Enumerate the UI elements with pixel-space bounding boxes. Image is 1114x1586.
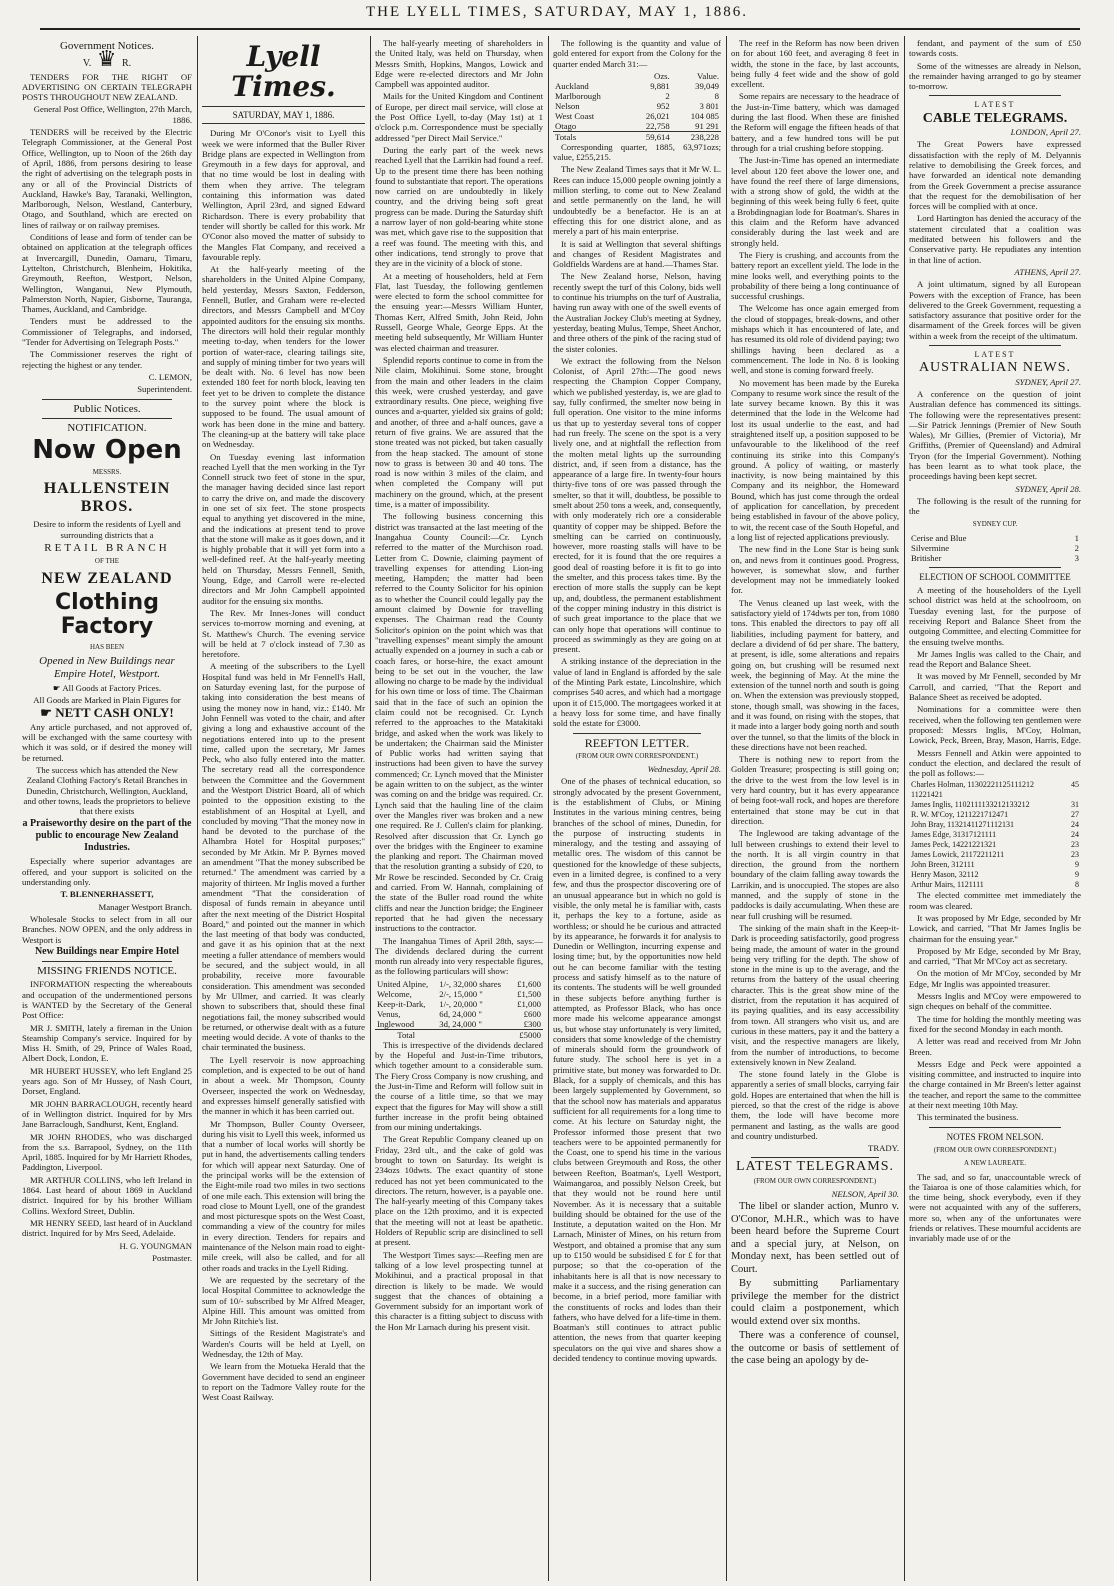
tender-body: TENDERS will be received by the Electric Telegraph Commissioner, at the General Post Office, Wellington, up to Noon of the 26th day of April, 1886, from persons desiring to lease the right of advertising on the telegraph posts in any or all of the Provincial Districts of Auckland, Hawke's Bay, Taranaki, Wellington, Marlborough, Nelson, Westland, Canterbury, Otago, and Southland, which are erected on lines of railway or on railway premises.: [22, 127, 192, 230]
column-rule: [197, 36, 198, 1581]
pointing-hand-icon: ☛: [52, 682, 63, 693]
manager-title: Manager Westport Branch.: [98, 901, 192, 912]
gold-total-ozs: 59,614: [629, 131, 672, 142]
table-row: [375, 999, 543, 1009]
gold-total-row: [553, 131, 721, 142]
article-court-sittings: Sittings of the Resident Magistrate's and Warden's Courts will be held at Lyell, on Wednesday, the 12th of May.: [202, 1328, 365, 1360]
poll-votes: 31: [1071, 800, 1079, 810]
article-united-alpine: At the half-yearly meeting of the shareholders in the United Alpine Company, held yesterday, Messrs Saxton, Fedderson, Fennell, Butler, and Graham were re-elected directors, and Messrs Campbell and M'Coy appointed auditors for the ensuing six months. The directors will hold their regular monthly meeting to-day, when tenders for the lower portion of water-race, clearing tailings site, and supply of mining timber for two years will be dealt with. No. 6 level has now been extended 180 feet for north block, leaving ten feet yet to be driven to complete the distance to the survey point where the block is supposed to be found. The usual amount of work has been done in the mine and battery. The cleaning-up at the battery will take place on Wednesday.: [202, 264, 365, 450]
article-hospital-subscription: We are requested by the secretary of the local Hospital Committee to acknowledge the sum of 10/- subscribed by Mr Alfred Meager, Alpine Hill. This amount was omitted from Mr John Ritchie's list.: [202, 1274, 365, 1327]
article-nelson-horse: The New Zealand horse, Nelson, having recently swept the turf of this Colony, bids well to continue his triumphs on the turf of Australia, having run away with one of the swell events of the Australian Jockey Club's meeting at Sydney, yesterday, beating Mulus, Tempe, Sheet Anchor, and three others of the pink of the racing stud of the sister colonies.: [553, 271, 721, 354]
gold-total-label: Totals: [553, 131, 629, 142]
gold-value: 39,049: [695, 80, 719, 91]
poll-votes: 23: [1071, 850, 1079, 860]
plain-figures: All Goods are Marked in Plain Figures for: [33, 695, 181, 706]
tender-dateline: General Post Office, Wellington, 27th March, 1886.: [33, 104, 192, 125]
table-row: [909, 533, 1081, 543]
dividend-rate: 1/-, 32,000 shares: [439, 978, 502, 989]
gold-ozs: 9,881: [650, 80, 670, 91]
article-welcome: The Welcome has once again emerged from the cloud of stoppages, break-downs, and other mishaps which it has encountered of late, and has resumed its old role of dividend paying; two shillings having been declared as a commencement. The lode in No. 8 is looking well, and stone is coming forward freely.: [731, 303, 899, 376]
divider: [929, 95, 1061, 96]
correspondent-label: (FROM OUR OWN CORRESPONDENT.): [753, 1176, 877, 1185]
divider: [929, 1127, 1061, 1128]
column-rule: [548, 36, 549, 1581]
article-bridge-plans: During Mr O'Conor's visit to Lyell this week we were informed that the Buller River Bridge plans are expected in Wellington from Greymouth in a few days for approval, and that no time would be lost in dealing with them when they arrive. The telegram containing this information was dated Wellington, April 23rd, and signed Edward Richardson. There is every probability that tender will shortly be called for this work. Mr O'Conor also moved the matter of subsidy to the Mangles Flat Company, and received a favourable reply.: [202, 128, 365, 262]
article-chair: Mr James Inglis was called to the Chair, and read the Report and Balance Sheet.: [909, 648, 1081, 670]
masthead: THE LYELL TIMES, SATURDAY, MAY 1, 1886.: [365, 4, 749, 20]
article-westport-times: The Westport Times says:—Reefing men are talking of a low level prospecting tunnel at Mokihinui, and a practical proposal in that direction is likely to be made. We would suggest that the chances of obtaining a Government subsidy for an important work of this character is a fitting subject to discuss with the Hon Mr Larnach during his present visit.: [375, 1249, 543, 1332]
dividend-amount: £300: [523, 1018, 541, 1029]
sydney-dateline: SYDNEY, April 27.: [1015, 376, 1081, 387]
article-magistrates: It is said at Wellington that several shiftings and changes of Resident Magistrates and Goldfields Wardens are at hand.—Thames Star.: [553, 238, 721, 270]
table-row: [909, 870, 1081, 880]
athens-dateline: ATHENS, April 27.: [1014, 266, 1081, 277]
dividends-table: [375, 979, 543, 1040]
divider: [929, 345, 1061, 346]
gold-district: Nelson: [555, 100, 580, 111]
article-witnesses: Some of the witnesses are already in Nelson, the remainder having arranged to go by steamer to-morrow.: [909, 60, 1081, 92]
new-zealand-heading: NEW ZEALAND: [41, 569, 173, 587]
dividend-amount: £1,000: [517, 998, 541, 1009]
dividend-rate: 6d, 24,000 ": [439, 1008, 482, 1019]
nelson-dateline: NELSON, April 30.: [831, 1189, 899, 1200]
cable-telegrams-heading: CABLE TELEGRAMS.: [922, 110, 1068, 126]
government-notices-heading: Government Notices.: [59, 40, 155, 52]
gold-district: Otago: [555, 120, 577, 131]
sydney-dateline-2: SYDNEY, April 28.: [1015, 483, 1081, 494]
hallenstein-intro: Desire to inform the residents of Lyell and surrounding districts that a: [33, 519, 181, 540]
article-eureka: No movement has been made by the Eureka Company to resume work since the result of the late survey became known. By this it was determined that the lode in the Welcome had lost its usual underlie to the east, and had straightened itself up, a position supposed to be unfavourable to the likelihood of the reef continuing its strike into this Company's ground. A policy of waiting, or masterly inactivity, is now being maintained by this Company and its neighbor, the Homeward Bound, which has just come through the ordeal of application for cancellation, by precedent being established in favour of the above policy, to wit, the recent case of the South Hopeful, and a long list of rejected applications previously.: [731, 377, 899, 542]
article-county-council: The following business concerning this district was transacted at the last meeting of the Inangahua County Council:—Cr. Lynch referred to the matter of the Murchison road. Letter from C. Downie, claiming payment of travelling expenses for attending Lion-ing meeting, Hampden; the matter had been referred to the County Solicitor for his opinion as to whether the Council could legally pay the amount claimed by Downie for travelling expenses. The Chairman read the County Solicitor's opinion on the point which was that "travelling expenses" meant simply the amount actually expended on a journey in such a cab or coach fares, or horse-hire, the exact amount being to be set out in the voucher, the law allowing no charge to be made by the individual for his own time or loss of time. The Chairman said that in the face of such an opinion the claim could not be recognised. Cr. Lynch referred to the approaches to the Matakitaki bridge, and asked when the work was likely to be undertaken; the Chairman said the Minister of Public works had written saying that instructions had been given to have the survey commenced; Cr. Lynch moved that the Minister be again written to on the subject, as the winter was coming on and the bridge was required. Cr. Lynch said that the hauling line of the claim over the Mangles river was broken and a new one required. Re J. Cullen's claim for planking. Resolved after discussion that Cr. Lynch go over the bridges with the Engineer to examine the planking and report. The Chairman moved that the resolution granting a subsidy of £20, to Mr Rowe be rescinded. Seconded by Cr. Craig and carried. From W. Hannah, complaining of the state of the Buller road round the white cliffs and near the Junction bridge; the Engineer reported that he had given the necessary instructions to the contractor.: [375, 511, 543, 934]
table-row: [909, 850, 1081, 860]
dividend-company: Venus,: [377, 1008, 401, 1019]
article-lone-star: The new find in the Lone Star is being sunk on, and news from it continues good. Progress, however, is somewhat slow, and further development may not be immediately looked for.: [731, 544, 899, 596]
column-rule: [904, 36, 905, 1581]
missing-seed: MR HENRY SEED, last heard of in Auckland district. Inquired for by Mrs Seed, Adelaide.: [22, 1217, 192, 1239]
dividend-amount: £1,600: [517, 978, 541, 989]
gold-table-header: [553, 71, 721, 81]
article-repairs: Some repairs are necessary to the headrace of the Just-in-Time battery, which was damaged during the last flood. When these are finished the Reform will engage the fifteen heads of that battery, and a few hundred tons will be put through for a trial crushing before stopping.: [731, 91, 899, 153]
dividend-company: Welcome,: [377, 988, 412, 999]
poll-votes: 9: [1075, 860, 1079, 870]
article-sydney-cup-intro: The following is the result of the running for the: [909, 495, 1081, 517]
column-4: [553, 38, 721, 1578]
gold-district: Marlborough: [555, 90, 601, 101]
gold-ozs: 22,758: [645, 120, 670, 131]
gold-header-value: Value.: [697, 70, 719, 81]
exchange-policy: Any article purchased, and not approved of, will be exchanged with the same courtesy with which it was sold, or if desired the money will be returned.: [22, 721, 192, 763]
article-great-republic: The Great Republic Company cleaned up on Friday, 23rd ult., and the cake of gold was brought to town on Saturday. Its weight is 234ozs 10dwts. The exact quantity of stone reduced has not yet been communicated to the directors. The return, however, is a payable one. The half-yearly meeting of this Company takes place on the 12th proximo, and it is expected that the meeting will not at least be apathetic. Holders of Republic scrip are disinclined to sell at present.: [375, 1134, 543, 1248]
article-copper: We extract the following from the Nelson Colonist, of April 27th:—The good news respecting the Champion Copper Company, which we published yesterday, is, we are glad to say, fully confirmed, the smelter now being in full operation. One visitor to the mine informs us that up to yesterday several tons of copper had run freely. The scene on the spot is a very lively one, and at nightfall the reflection from the molten metal lights up the surrounding district, and, if seen from a distance, has the appearance of a large fire. In twenty-four hours thirty-five tons of ore was passed through the smelter, so that it will, doubtless, be possible to smelt about 250 tons a week, and, consequently, with only moderately rich ore a considerable quantity of copper may be shipped. Before the smelting can be carried on continuously, however, more roasting stalls will have to be erected, for it is found that the ore requires a good deal of roasting before it is fit to go into the smelter, and this process takes time. By the erection of more stalls the supply can be kept up, and, doubtless, the permanent establishment of the copper mining industry in this district is of such great importance to the place that we can only hope that operations will continue to proceed as swimmingly as they are going on at present.: [553, 355, 721, 655]
gold-district: Auckland: [555, 80, 589, 91]
hallenstein-heading: HALLENSTEIN BROS.: [43, 480, 171, 516]
article-defence-conference: A conference on the question of joint Australian defence has commenced its sittings. The following were the representatives present:—Sir Patrick Jennings (Premier of New South Wales), Mr Gillies, (Premier of Victoria), Mr Griffiths, (Premier of Queensland) and Admiral Tryon (for the Imperial Government). Nothing has been learnt as to what took place, the proceedings having been kept secret.: [909, 388, 1081, 482]
divider: [42, 418, 172, 419]
article-school-meeting: A meeting of the householders of the Lyell school district was held at the schoolroom, on Tuesday evening last, for the purpose of receiving Report and Balance Sheet from the outgoing Committee, and electing Committee for the ensuing twelve months.: [909, 585, 1081, 647]
article-tyr-connell: On Tuesday evening last information reached Lyell that the men working in the Tyr Connell struck two feet of stone in the spur, the manager having decided since last report to carry the drive on, and made the discovery in one set of six feet. The stone prospects equal to anything yet discovered in the mine, and the indications at present tend to prove that the stone will make as it goes down, and it is highly probable that it will yet form into a well-defined reef. At the half-yearly meeting held on Thursday, Messrs Fennell, Smith, Young, Edge, and Carroll were re-elected directors and Mr John Campbell appointed auditor for the ensuing six months.: [202, 451, 365, 606]
table-row: [553, 81, 721, 91]
new-laureate-heading: A NEW LAUREATE.: [964, 1159, 1026, 1168]
poll-candidate: James Inglis, 1102111133212133212: [911, 800, 1030, 810]
gold-value: 8: [714, 90, 719, 101]
article-conference: There was a conference of counsel, the outcome or basis of settlement of the case being an apology by de-: [731, 1330, 899, 1367]
article-privilege: By submitting Parliamentary privilege the member for the district could claim a postponement, which would extend over six months.: [731, 1278, 899, 1327]
article-chairman: It was proposed by Mr Edge, seconded by Mr Lowick, and carried, "That Mr James Inglis be chairman for the ensuing year.": [909, 913, 1081, 944]
signature-name: C. LEMON,: [148, 371, 192, 382]
article-larrikin: During the early part of the week news reached Lyell that the Larrikin had found a reef. Up to the present time there has been nothing found to substantiate that report. The operations now carried on are undoubtedly in likely country, and the driving being soft great progress can be made. During the Saturday shift a narrow layer of non gold-bearing white stone was met, which gave rise to the supposition that a reef was found. The meeting with this, and other indications, tend strongly to prove that they are in the vicinity of a block of stone.: [375, 144, 543, 269]
sydney-cup-table: [909, 533, 1081, 563]
table-row: [553, 121, 721, 132]
missing-rhodes: MR JOHN RHODES, who was discharged from the s.s. Barrapool, Sydney, on the 11th April, 1885. Inquired for by Mr Harriett Rhodes, Paddington, Liverpool.: [22, 1131, 192, 1173]
table-row: [909, 780, 1081, 790]
postmaster-name: H. G. YOUNGMAN: [119, 1240, 192, 1251]
column-6: [909, 38, 1081, 1578]
divider: [202, 123, 365, 124]
masthead-rule: [40, 28, 1080, 30]
gold-ozs: 2: [665, 90, 670, 101]
poll-table: [909, 780, 1081, 890]
cup-horse: Cerise and Blue: [911, 532, 967, 543]
tender-conditions: Conditions of lease and form of tender can be obtained on application at the telegraph offices at Invercargill, Dunedin, Oamaru, Timaru, Lyttelton, Christchurch, Blenheim, Hokitika, Greymouth, Reefton, Westport, Nelson, Wellington, Wanganui, New Plymouth, Palmerston North, Napier, Gisborne, Tauranga, Thames, Auckland, and Cambridge.: [22, 232, 192, 315]
opened-location: Opened in New Buildings near Empire Hotel, Westport.: [39, 654, 175, 680]
poll-votes: 24: [1071, 820, 1079, 830]
signature-title: Superintendent.: [137, 384, 192, 395]
article-fern-flat: At a meeting of householders, held at Fern Flat, last Tuesday, the following gentlemen were elected to form the school committee for the ensuing year:—Messrs William Hunter, Thomas Kerr, Alfred Smith, John Reid, John Russell, George Whale, George Epps. At the meeting held subsequently, Mr William Hunter was elected chairman and treasurer.: [375, 270, 543, 353]
article-reform: The reef in the Reform has now been driven on for about 160 feet, and averaging 8 feet in width, the stone in the face, by last accounts, being fully 4 feet wide and the show of gold excellent.: [731, 38, 899, 90]
article-meeting-time: The time for holding the monthly meeting was fixed for the second Monday in each month.: [909, 1013, 1081, 1034]
divider: [42, 399, 172, 400]
dividend-company: Keep-it-Dark,: [377, 998, 426, 1009]
gold-ozs: 952: [656, 100, 670, 111]
issue-date: SATURDAY, MAY 1, 1886.: [232, 110, 335, 120]
article-railway-route: We learn from the Motueka Herald that the Government have decided to send an engineer to report on the Tadmore Valley route for the West Coast Railway.: [202, 1361, 365, 1403]
missing-barraclough: MR JOHN BARRACLOUGH, recently heard of in Wellington district. Inquired for by Mrs Jane Barraclough, Sandhurst, Kent, England.: [22, 1098, 192, 1130]
article-terminated: This terminated the business.: [917, 1112, 1019, 1123]
dividends-total-row: [375, 1029, 543, 1040]
election-heading: ELECTION OF SCHOOL COMMITTEE: [919, 571, 1071, 582]
correspondent-label: (FROM OUR OWN CORRESPONDENT.): [575, 751, 699, 760]
dividend-amount: £600: [523, 1008, 541, 1019]
gold-total-value: 238,228: [672, 131, 721, 142]
article-venus: The Venus cleaned up last week, with the satisfactory yield of 174dwts per ton, from 1080 tons. This enabled the directors to pay off all liabilities, including payment for battery, and declare a dividend of 6d per share. The battery, at present, is idle, some alterations and repairs going on, but crushing will be resumed next week, the beginning of May. At the mine the extension of the tunnel north and south is going on. When the extension was previously stopped, stone, though small, was showing in the faces, and it was found, on rising with the stopes, that it made into a larger body going north and south over the tunnel, so that the limits of the block in these directions have not been reached.: [731, 597, 899, 752]
article-visiting-committee: Messrs Edge and Peck were appointed a visiting committee, and instructed to inquire into the charge contained in Mr Breen's letter against the teacher, and report the same to the committee at their next meeting 10th May.: [909, 1058, 1081, 1111]
cup-position: 1: [1074, 532, 1079, 543]
has-been-label: HAS BEEN: [89, 642, 125, 651]
article-nominations: Nominations for a committee were then received, when the following ten gentlemen were proposed: Messrs Inglis, M'Coy, Holman, Lowick, Peck, Breen, Bray, Mason, Harris, Edge.: [909, 704, 1081, 746]
table-row: [375, 989, 543, 999]
divider: [929, 567, 1061, 568]
article-mails: Mails for the United Kingdom and Continent of Europe, per direct mail service, will close at the Post Office Lyell, to-day (May 1st) at 1 o'clock p.m. Correspondence must be specially addressed "per Direct Mail Service.": [375, 91, 543, 143]
article-keep-it-dark: The sinking of the main shaft in the Keep-it-Dark is proceeding satisfactorily, good progress being made, the amount of water in the ground being very trifling for the depth. The show of stone in the mine is up to the average, and the returns from the battery of the usual cheering character. This is the great show mine of the district, from the reputation it has acquired of its paying qualities, and its easy accessibility from town. All strangers who visit us, and are curious in these matters, pay it and the battery a visit, and the respective managers are likely, from the number of introductions, to become extensively known in New Zealand.: [731, 922, 899, 1067]
article-united-italy: The half-yearly meeting of shareholders in the United Italy, was held on Thursday, when Messrs Smith, Hopkins, Mangos, Lowick and Edge were re-elected directors and Mr John Campbell was appointed auditor.: [375, 38, 543, 90]
article-dividends-intro: The Inangahua Times of April 28th, says:—The dividends declared during the current month run already into very respectable figures, as the following particulars will show:: [375, 935, 543, 977]
article-cheques: Messrs Inglis and M'Coy were empowered to sign cheques on behalf of the committee.: [909, 991, 1081, 1012]
poll-candidate: John Breen, 312111: [911, 860, 975, 870]
table-row: [909, 830, 1081, 840]
new-buildings-text: New Buildings near Empire Hotel: [34, 945, 180, 957]
article-just-in-time: The Just-in-Time has opened an intermediate level about 120 feet above the lower one, and have found the reef there of large dimensions, with a strong show of gold, the width at the beginning of this week being fully 6 feet, quite a Brobdingnagian lode for Boatman's. Shares in this claim and the Reform have advanced considerably during the last week and are strongly held.: [731, 155, 899, 248]
postmaster-title: Postmaster.: [152, 1252, 192, 1263]
poll-candidate: Arthur Mairs, 1121111: [911, 880, 984, 890]
factory-prices-text: All Goods at Factory Prices.: [62, 682, 162, 693]
table-row: [909, 880, 1081, 890]
gold-district: West Coast: [555, 110, 595, 121]
dividend-rate: 1/-, 20,000 ": [439, 998, 483, 1009]
poll-votes: 45: [1071, 780, 1079, 790]
poll-candidate: Henry Mason, 32112: [911, 870, 979, 880]
article-poll-intro: Messrs Fennell and Atkin were appointed to conduct the election, and declared the result of the poll as follows:—: [909, 747, 1081, 779]
article-hartington: Lord Hartington has denied the accuracy of the statement circulated that a coalition was meditated between his followers and the Conservative party. He repudiates any intention in that line of action.: [909, 213, 1081, 265]
dividend-rate: 2/-, 15,000 ": [439, 988, 483, 999]
article-hospital-meeting: A meeting of the subscribers to the Lyell Hospital fund was held in Mr Fennell's Hall, on Saturday evening last, for the purpose of taking into consideration the best means of using the money now in hand, viz.: £140. Mr John Fennell was voted to the chair, and after giving a long and exhaustive account of the negotiations entered into up to the present time, called upon the secretary, Mr James Peck, who also fully entered into the matter. The secretary read all the correspondence between the Committee and the Government and the Westport District Board, all of which pointed to the opposition existing to the establishment of an Hospital at Lyell, and concluded by moving "That the money now in hand be devoted to the purchase of the Alhambra Hotel for Hospital purposes;" seconded by Mr Atkin. Mr P. Byrnes moved an amendment "That the money subscribed be returned." The amendment was carried by a majority of thirteen. Mr Inglis moved a further amendment "That the consideration of disposal of funds remain in abeyance until after the next meeting of the District Hospital Board," and pointed out the manner in which the last meeting of that body was conducted, and gave it as his opinion that at the next meeting a fuller attendance of members would be secured, and the subject would, in all probability, receive more favourable consideration. This amendment was seconded by Mr Ullmer, and carried. It was clearly shown to subscribers that, should these final negotiations fail, the money subscribed would be returned, or otherwise dealt with as a future meeting would decide. A vote of thanks to the chair terminated the business.: [202, 661, 365, 1053]
poll-candidate: 11221421: [911, 790, 943, 800]
poll-votes: 27: [1071, 810, 1079, 820]
dividends-total-value: £5000: [512, 1029, 544, 1040]
tender-address: Tenders must be addressed to the Commissioner of Telegraphs, and indorsed, "Tender for Advertising on Telegraph Posts.": [22, 316, 192, 348]
public-notices-heading: Public Notices.: [73, 402, 141, 415]
dividend-rate: 3d, 24,000 ": [439, 1018, 482, 1029]
missing-collins: MR ARTHUR COLLINS, who left Ireland in 1864. Last heard of about 1869 in Auckland district. Inquired for by his brother William Collins. Wexford Street, Dublin.: [22, 1174, 192, 1216]
table-row: [909, 800, 1081, 810]
latest-label: LATEST: [974, 350, 1016, 360]
poll-candidate: James Edge, 31317121111: [911, 830, 997, 840]
table-row: [909, 543, 1081, 553]
article-rees: The New Zealand Times says that it Mr W. L. Rees can induce 15,000 people owning jointly a million sterling, to come out to New Zealand and settle permanently on the land, he will undoubtedly be a benefactor. He is an at effecting this for one district alone, and as merely a part of his main enterprise.: [553, 164, 721, 237]
reefton-dateline: Wednesday, April 28.: [647, 764, 721, 775]
article-dividends-note: This is irrespective of the dividends declared by the Hopeful and Just-in-Time tributors, which together amount to a considerable sum. The Fiery Cross Company is now crushing, and the Just-in-Time and Reform will follow suit in the course of a little time, so that we may expect that the figures for May will show a still further increase in the profit being obtained from our mining undertakings.: [375, 1039, 543, 1133]
australian-news-heading: AUSTRALIAN NEWS.: [918, 360, 1072, 376]
article-local-works: Mr Thompson, Buller County Overseer, during his visit to Lyell this week, informed us that a number of local works will shortly be put in hand, the advertisements calling tenders for which will appear next Saturday. One of the principal works will be the extension of the Eight-mile road two miles in two sections of one mile each. This extension will bring the road close to Mount Lyell, one of the grandest and most picturesque spots on the West Coast, commanding a view of the country for miles in every direction. Tenders for repairs and maintenance of the Nelson main road to eight-mile creek, will also be called, and for all other roads and tracks in the Lyell Riding.: [202, 1118, 365, 1273]
article-ultimatum: A joint ultimatum, signed by all European Powers with the exception of France, has been delivered to the Greek Government, requesting a satisfactory assurance that positive order for the disarmament of the Greek forces will be given within a week from the receipt of the ultimatum.: [909, 279, 1081, 341]
factory-prices: [22, 683, 192, 693]
poll-candidate: John Bray, 11321411271112131: [911, 820, 1014, 830]
latest-label: LATEST: [974, 100, 1016, 110]
divider: [202, 106, 365, 107]
of-the-label: OF THE: [94, 557, 120, 566]
table-row: [553, 101, 721, 111]
article-committee-met: The elected committee met immediately the room was cleared.: [909, 890, 1081, 911]
article-land-value: A striking instance of the depreciation in the value of land in England is afforded by the sale of the Minting Park estate, Lincolnshire, which comprises 540 acres, and which had a mortgage upon it of £15,000. The mortgagees worked it at a heavy loss for some time, and have finally sold the estate for £3000.: [553, 656, 721, 729]
poll-votes: 8: [1075, 880, 1079, 890]
letter-signature: TRADY.: [868, 1143, 899, 1154]
cup-position: 2: [1074, 542, 1079, 553]
table-row: [909, 820, 1081, 830]
poll-votes: 24: [1071, 830, 1079, 840]
dividends-total-label: Total: [375, 1029, 437, 1040]
article-globe: The stone found lately in the Globe is apparently a series of small blocks, carrying fair gold. Hopes are entertained that when the hill is pierced, so that the crest of the ridge is above them, the lode will have become more permanent and lasting, as the walls are good and country undisturbed.: [731, 1069, 899, 1141]
pointing-hand-icon: ☛: [40, 705, 56, 721]
article-libel-continued: fendant, and payment of the sum of £50 towards costs.: [909, 38, 1081, 59]
table-row: [375, 1019, 543, 1030]
wholesale-text: Wholesale Stocks to select from in all our Branches. NOW OPEN, and the only address in Westport is: [22, 913, 192, 945]
poll-candidate: James Lowick, 21172211211: [911, 850, 1005, 860]
nett-cash-heading: [22, 705, 192, 721]
missing-friends-heading: MISSING FRIENDS NOTICE.: [37, 965, 177, 978]
article-reservoir: The Lyell reservoir is now approaching completion, and is expected to be out of hand in about a week. Mr Thompson, County Overseer, inspected the work on Wednesday, and expresses himself generally satisfied with the manner in which it has been carried out.: [202, 1054, 365, 1117]
column-5: [731, 38, 899, 1578]
article-church-services: The Rev. Mr Innes-Jones will conduct services to-morrow morning and evening, at St. Matthew's Church. The evening service will be held at 7 o'clock instead of 7.30 as heretofore.: [202, 607, 365, 660]
article-breen-letter: A letter was read and received from Mr John Breen.: [909, 1036, 1081, 1057]
tender-title: TENDERS FOR THE RIGHT OF ADVERTISING ON CERTAIN TELEGRAPH POSTS THROUGHOUT NEW ZEALAND.: [22, 71, 192, 103]
gold-header-ozs: Ozs.: [654, 70, 670, 81]
missing-hussey: MR HUBERT HUSSEY, who left England 25 years ago. Son of Mr Hussey, of Nash Court, Dorset, England.: [22, 1065, 192, 1097]
table-row: [375, 1009, 543, 1019]
gold-value: 91 291: [695, 120, 719, 131]
article-report-adopted: It was moved by Mr Fennell, seconded by Mr Carroll, and carried, "That the Report and Balance Sheet as received be adopted.: [909, 671, 1081, 703]
correspondent-label: (FROM OUR OWN CORRESPONDENT.): [933, 1145, 1057, 1154]
article-secretary: Proposed by Mr Edge, seconded by Mr Bray, and carried, "That Mr M'Coy act as secretary.: [909, 945, 1081, 967]
column-2: [202, 38, 365, 1578]
poll-candidate: R. W. M'Coy, 1211221712471: [911, 810, 1009, 820]
poll-candidate: Charles Holman, 11302221125111212: [911, 780, 1035, 790]
gold-value: 104 085: [690, 110, 719, 121]
notes-from-nelson-heading: NOTES FROM NELSON.: [946, 1131, 1044, 1142]
article-great-powers: The Great Powers have expressed dissatisfaction with the reply of M. Delyannis relative to demobilising the Greek forces, and have forwarded an identical note demanding from the Greek Government a precise assurance that the request for the demobilisation of her forces will be complied with at once.: [909, 139, 1081, 212]
divider: [751, 1157, 879, 1158]
column-3: [375, 38, 543, 1578]
nameplate: Lyell Times.: [231, 40, 336, 103]
missing-intro: INFORMATION respecting the whereabouts and occupation of the undermentioned persons is WANTED by the Secretary of the General Post Office:: [22, 979, 192, 1021]
nett-cash-text: NETT CASH ONLY!: [55, 705, 174, 721]
london-dateline: LONDON, April 27.: [1010, 127, 1081, 138]
poll-candidate: James Peck, 14221221321: [911, 840, 997, 850]
messrs-label: MESSRS.: [92, 468, 122, 477]
missing-smith: MR J. SMITH, lately a fireman in the Union Steamship Company's service. Inquired for by Miss H. Smith, of 29, Prince of Wales Road, Albert Dock, London, E.: [22, 1022, 192, 1064]
article-treasurer: On the motion of Mr M'Coy, seconded by Mr Edge, Mr Inglis was appointed treasurer.: [909, 968, 1081, 989]
dividend-company: Inglewood: [377, 1018, 415, 1029]
article-inglewood: The Inglewood are taking advantage of the lull between crushings to extend their level to the north. It is all virgin country in that direction, the ground from the northern boundary of the claim falling away towards the Larrikin, and is unoccupied. The stopes are also manned, and the supply of stone in the paddocks is daily accumulating. When these are near full crushing will be resumed.: [731, 828, 899, 921]
arms-v: V.: [82, 58, 92, 70]
gold-export-table: [553, 71, 721, 142]
praiseworthy-text: a Praiseworthy desire on the part of the public to encourage New Zealand Industries.: [22, 818, 192, 854]
table-row: [375, 979, 543, 989]
divider: [42, 961, 172, 962]
now-open-heading: Now Open: [32, 435, 182, 466]
article-mining-institutes: One of the phases of technical education, so strongly advocated by the present Government, is the establishment of Clubs, or Mining Institutes in the various mining centres, being branches of the school of mines, Dunedin, for the purpose of instructing students in mineralogy, and the testing and assaying of metallic ores. The wisdom of this cannot be questioned for the knowledge of these subjects, even in a limited degree, is confined to a very few, and thus the prospector discovering ore of an unusual appearance but in which no gold is visible, the only metal he is familiar with, casts it, perhaps the key to a fortune, aside as worthless; or should he be curious and attracted by its appearance, he forwards it for analysis to Dunedin or Wellington, incurring expense and losing time; but, by the opportunities now held out he can become familiar with the testing process and satisfy himself as to the nature of its contents. The students will be well grounded in these subjects before anything further is attempted, as Professor Black, who has once more made his welcome appearance amongst us, but whose stay unfortunately is very limited, considers that some knowledge of the chemistry of minerals should form the groundwork of future study. The school here is yet in a primitive state, but money was forwarded to Dr. Black, for a supply of chemicals, and this has been largely supplemented by Government, so that the school now has materials and apparatus sufficient for all requirements for a long time to come. At his lecture on Saturday night, the Professor informed those present that two teachers were to be appointed permanently for the Coast, one to spend his time in the various clubs between Greymouth and Ross, the other between Reefton, Boatman's, Lyell Westport, Waimangaroa, and possibly Nelson Creek, but that they would not be round here until November. As it is necessary that a suitable building should be obtained for the use of the Institute, a deputation waited on the Hon. Mr Larnach, Minister of Mines, on his return from Westport, and obtained a promise that any sum up to £150 would be subsidised £ for £ for that purpose; so that the co-operation of the inhabitants here is all that is now necessary to make it a success, and the rising generation can become, in a brief period, more familiar with the constituents of rocks and lodes than their fathers, who have delved for a life-time in them. Boatman's still continues to attract public attention, the news from that quarter keeping speculators on the qui vive and shares show a decided tendency to continue moving upwards.: [553, 776, 721, 1364]
sydney-cup-heading: SYDNEY CUP.: [972, 520, 1018, 529]
gold-value: 3 801: [699, 100, 719, 111]
cup-horse: Silvermine: [911, 542, 950, 553]
table-row: [553, 111, 721, 121]
cup-horse: Britisher: [911, 552, 942, 563]
column-rule: [370, 36, 371, 1581]
arms-r: R.: [122, 58, 132, 70]
cup-position: 3: [1074, 552, 1079, 563]
divider: [573, 733, 701, 734]
gold-ozs: 26,021: [645, 110, 670, 121]
retail-branch-heading: RETAIL BRANCH: [44, 541, 170, 554]
column-rule: [726, 36, 727, 1581]
article-gold-corresponding: Corresponding quarter, 1885, 63,971ozs; value, £255,215.: [553, 141, 721, 163]
poll-votes: 9: [1075, 870, 1079, 880]
poll-votes: 23: [1071, 840, 1079, 850]
notification-heading: NOTIFICATION.: [67, 421, 147, 434]
poll-votes: [1066, 790, 1081, 800]
article-gold-export: The following is the quantity and value of gold entered for export from the Colony for the quarter ended March 31:—: [553, 38, 721, 69]
article-libel-action: The libel or slander action, Munro v. O'Conor, M.H.R., which was to have been heard before the Supreme Court and a special jury, at Nelson, on Monday next, has been settled out of Court.: [731, 1201, 899, 1275]
manager-name: T. BLENNERHASSETT,: [60, 889, 154, 900]
success-text: The success which has attended the New Zealand Clothing Factory's Retail Branches in Dunedin, Christchurch, Wellington, Auckland, and other towns, leads the proprietors to believe that there exists: [23, 764, 191, 817]
table-row: [909, 810, 1081, 820]
dividend-amount: £1,500: [517, 988, 541, 999]
table-row: [553, 91, 721, 101]
reefton-letter-heading: REEFTON LETTER.: [584, 735, 690, 750]
dividend-company: United Alpine,: [377, 978, 429, 989]
table-row: [909, 790, 1081, 800]
latest-telegrams-heading: LATEST TELEGRAMS.: [735, 1159, 895, 1175]
table-row: [909, 840, 1081, 850]
advantages-text: Especially where superior advantages are offered, and your support is solicited on the understanding only.: [22, 856, 192, 888]
clothing-factory-heading: Clothing Factory: [55, 589, 159, 639]
table-row: [909, 553, 1081, 563]
table-row: [909, 860, 1081, 870]
column-1: [22, 38, 192, 1578]
tender-rights: The Commissioner reserves the right of rejecting the highest or any tender.: [22, 349, 192, 370]
article-fiery: The Fiery is crushing, and accounts from the battery report an excellent yield. The lode in the mine looks well, and everything points to the probability of there being a long continuance of successful crushings.: [731, 249, 899, 302]
article-taiaroa: The sad, and so far, unaccountable wreck of the Taiaroa is one of those calamities which, for the time being, shock everybody, even if they were not acquainted with any of the sufferers, more so, when any of the unfortunates were friends or relatives. These mournful accidents are invariably made use of or the: [909, 1171, 1081, 1244]
article-nile-claim: Splendid reports continue to come in from the Nile claim, Mokihinui. Some stone, brought from the main and other leaders in the claim this week, were crushed yesterday, and gave extraordinary results. One piece, weighing five ounces and a-quarter, yielded six grains of gold; and another, of three and a-half ounces, gave a return of five grains. We are assured that the stone treated was not picked, but taken casually from the heap stacked. The amount of stone now to grass is between 30 and 40 tons. The road is now within 3 miles of the claim, and when completed the Company will put machinery on the ground, which, at the present time, is a matter of impossibility.: [375, 354, 543, 510]
crown-icon: ♛: [96, 46, 117, 72]
article-golden-treasure: There is nothing new to report from the Golden Treasure; prospecting is still going on; the drive to the west from the low level is in very hard country, but it has every appearance of being foot-wall rock, and hopes are therefore entertained that stone may be cut in that direction.: [731, 754, 899, 826]
